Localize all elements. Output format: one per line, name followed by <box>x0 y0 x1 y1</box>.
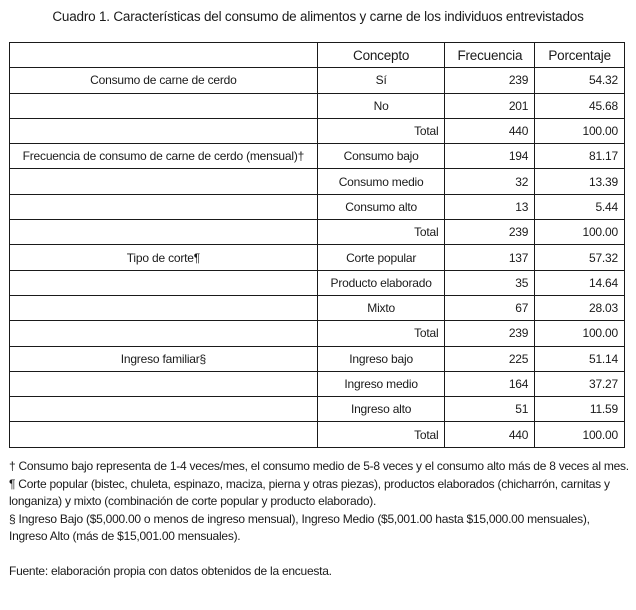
footnotes <box>9 458 629 580</box>
table-caption: Cuadro 1. Características del consumo de alimentos y carne de los individuos entrevistados <box>52 9 584 24</box>
concept-cell: Sí <box>317 68 445 93</box>
percentage-cell: 51.14 <box>535 346 625 371</box>
table-row <box>10 422 625 447</box>
frequency-cell: 164 <box>445 371 535 396</box>
percentage-cell: 54.32 <box>535 68 625 93</box>
data-table <box>9 42 625 448</box>
concept-cell: Consumo alto <box>317 194 445 219</box>
concept-cell: No <box>317 93 445 118</box>
frequency-cell: 239 <box>445 68 535 93</box>
concept-cell: Ingreso alto <box>317 397 445 422</box>
frequency-cell: 67 <box>445 295 535 320</box>
category-cell <box>10 321 318 346</box>
table-row <box>10 346 625 371</box>
frequency-cell: 32 <box>445 169 535 194</box>
footnote-dagger: † Consumo bajo representa de 1-4 veces/mes, el consumo medio de 5-8 veces y el consumo alto más de 8 veces al mes. <box>9 459 629 473</box>
table-row <box>10 245 625 270</box>
percentage-cell: 37.27 <box>535 371 625 396</box>
footnote-section: § Ingreso Bajo ($5,000.00 o menos de ingreso mensual), Ingreso Medio ($5,001.00 hasta $15,000.00 mensuales), Ingreso Alto (más de $15,001.00 mensuales). <box>9 511 590 543</box>
category-cell <box>10 295 318 320</box>
table-row <box>10 295 625 320</box>
frequency-cell: 239 <box>445 321 535 346</box>
table-row <box>10 194 625 219</box>
header-concepto: Concepto <box>317 43 445 68</box>
percentage-cell: 57.32 <box>535 245 625 270</box>
category-cell: Ingreso familiar§ <box>10 346 318 371</box>
percentage-cell: 100.00 <box>535 118 625 143</box>
frequency-cell: 239 <box>445 220 535 245</box>
frequency-cell: 194 <box>445 144 535 169</box>
category-cell <box>10 371 318 396</box>
concept-cell: Producto elaborado <box>317 270 445 295</box>
percentage-cell: 11.59 <box>535 397 625 422</box>
percentage-cell: 28.03 <box>535 295 625 320</box>
concept-cell: Total <box>317 118 445 143</box>
footnote-pilcrow: ¶ Corte popular (bistec, chuleta, espinazo, maciza, pierna y otras piezas), productos elaborados (chicharrón, carnitas y longaniza) y mixto (combinación de corte popular y producto elaborado). <box>9 476 610 508</box>
category-cell <box>10 422 318 447</box>
category-cell <box>10 169 318 194</box>
table-row <box>10 144 625 169</box>
percentage-cell: 13.39 <box>535 169 625 194</box>
category-cell <box>10 270 318 295</box>
category-cell <box>10 220 318 245</box>
concept-cell: Ingreso medio <box>317 371 445 396</box>
frequency-cell: 51 <box>445 397 535 422</box>
table-row <box>10 397 625 422</box>
table-row <box>10 169 625 194</box>
table-row <box>10 68 625 93</box>
category-cell <box>10 194 318 219</box>
frequency-cell: 13 <box>445 194 535 219</box>
frequency-cell: 225 <box>445 346 535 371</box>
table-row <box>10 220 625 245</box>
concept-cell: Ingreso bajo <box>317 346 445 371</box>
header-empty <box>10 43 318 68</box>
percentage-cell: 100.00 <box>535 220 625 245</box>
concept-cell: Corte popular <box>317 245 445 270</box>
frequency-cell: 201 <box>445 93 535 118</box>
source-note: Fuente: elaboración propia con datos obtenidos de la encuesta. <box>9 563 332 578</box>
percentage-cell: 100.00 <box>535 321 625 346</box>
concept-cell: Consumo bajo <box>317 144 445 169</box>
percentage-cell: 5.44 <box>535 194 625 219</box>
frequency-cell: 440 <box>445 422 535 447</box>
category-cell: Frecuencia de consumo de carne de cerdo (mensual)† <box>10 144 318 169</box>
percentage-cell: 100.00 <box>535 422 625 447</box>
category-cell <box>10 118 318 143</box>
table-row <box>10 93 625 118</box>
table-row <box>10 321 625 346</box>
concept-cell: Total <box>317 422 445 447</box>
table-row <box>10 371 625 396</box>
category-cell <box>10 93 318 118</box>
table-row <box>10 270 625 295</box>
percentage-cell: 14.64 <box>535 270 625 295</box>
frequency-cell: 35 <box>445 270 535 295</box>
category-cell <box>10 397 318 422</box>
concept-cell: Total <box>317 321 445 346</box>
percentage-cell: 81.17 <box>535 144 625 169</box>
frequency-cell: 137 <box>445 245 535 270</box>
header-row <box>10 43 625 68</box>
category-cell: Tipo de corte¶ <box>10 245 318 270</box>
concept-cell: Mixto <box>317 295 445 320</box>
table-row <box>10 118 625 143</box>
header-frecuencia: Frecuencia <box>445 43 535 68</box>
header-porcentaje: Porcentaje <box>535 43 625 68</box>
frequency-cell: 440 <box>445 118 535 143</box>
percentage-cell: 45.68 <box>535 93 625 118</box>
concept-cell: Consumo medio <box>317 169 445 194</box>
concept-cell: Total <box>317 220 445 245</box>
category-cell: Consumo de carne de cerdo <box>10 68 318 93</box>
